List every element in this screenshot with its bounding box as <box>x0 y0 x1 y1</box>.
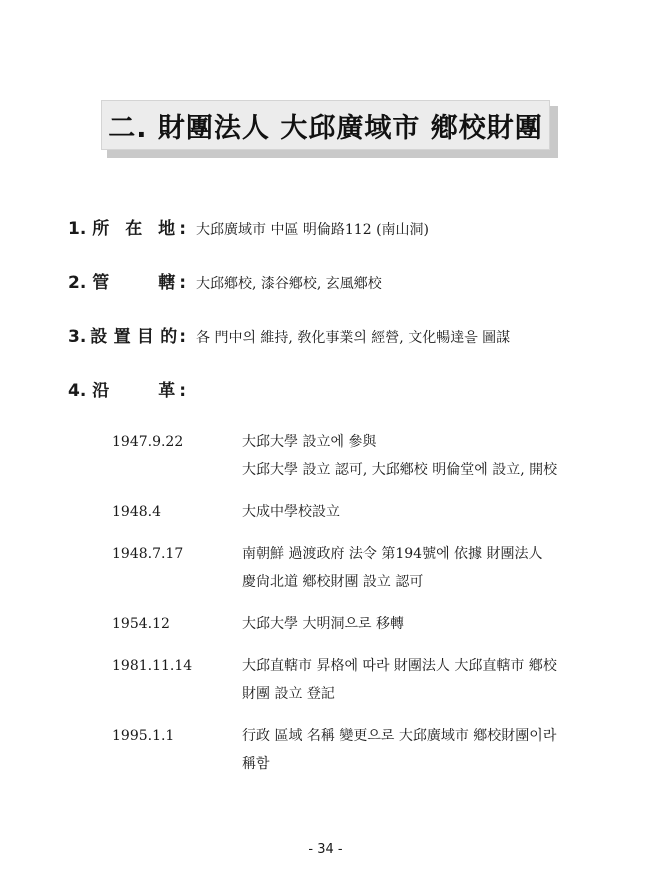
info-row-purpose <box>68 322 510 347</box>
label-char: 管 <box>92 273 110 293</box>
title-banner <box>101 100 552 152</box>
label-char: 革 <box>158 381 176 401</box>
info-label <box>68 268 186 293</box>
label-char: 在 <box>125 219 143 239</box>
history-line: 大邱大學 設立 認可, 大邱鄕校 明倫堂에 設立, 開校 <box>242 462 558 478</box>
history-description <box>242 610 404 638</box>
history-line: 大成中學校設立 <box>242 504 340 520</box>
info-row-history-heading <box>68 376 186 401</box>
info-label <box>68 214 186 239</box>
info-value: 大邱鄕校, 漆谷鄕校, 玄風鄕校 <box>196 276 382 292</box>
info-value: 大邱廣域市 中區 明倫路112 (南山洞) <box>196 222 429 238</box>
info-row-location <box>68 214 429 239</box>
history-line: 稱함 <box>242 756 270 772</box>
history-entry <box>112 610 592 638</box>
label-char: 所 <box>92 219 110 239</box>
history-description <box>242 540 543 596</box>
info-number: 3. <box>68 327 87 347</box>
info-number: 4. <box>68 381 87 401</box>
label-char: 地 <box>158 219 176 239</box>
info-number: 1. <box>68 219 87 239</box>
history-list <box>112 428 592 792</box>
history-entry <box>112 722 592 778</box>
info-row-jurisdiction <box>68 268 382 293</box>
history-date: 1947.9.22 <box>112 434 184 450</box>
label-char: 置 <box>113 327 131 347</box>
history-line: 南朝鮮 過渡政府 法令 第194號에 依據 財團法人 <box>242 546 543 562</box>
info-value: 各 門中의 維持, 敎化事業의 經營, 文化暢達을 圖謀 <box>196 330 511 346</box>
history-line: 大邱大學 大明洞으로 移轉 <box>242 616 404 632</box>
history-entry <box>112 428 592 484</box>
label-char: 轄 <box>158 273 176 293</box>
label-char: 的 <box>160 327 178 347</box>
info-colon: : <box>179 381 186 401</box>
page-number: - 34 - <box>308 842 343 857</box>
label-char: 設 <box>90 327 108 347</box>
page-title: 二. 財團法人 大邱廣域市 鄕校財團 <box>101 100 550 150</box>
history-date: 1948.7.17 <box>112 546 184 562</box>
history-entry <box>112 498 592 526</box>
history-date: 1995.1.1 <box>112 728 175 744</box>
history-date: 1954.12 <box>112 616 170 632</box>
history-date: 1981.11.14 <box>112 658 193 674</box>
label-char: 沿 <box>92 381 110 401</box>
history-description <box>242 652 557 708</box>
history-line: 大邱直轄市 昇格에 따라 財團法人 大邱直轄市 鄕校 <box>242 658 557 674</box>
history-date: 1948.4 <box>112 504 161 520</box>
history-description <box>242 722 556 778</box>
info-number: 2. <box>68 273 87 293</box>
history-line: 大邱大學 設立에 參與 <box>242 434 377 450</box>
history-entry <box>112 652 592 708</box>
info-colon: : <box>179 273 186 293</box>
history-line: 慶尙北道 鄕校財團 設立 認可 <box>242 574 424 590</box>
history-description <box>242 498 340 526</box>
history-entry <box>112 540 592 596</box>
info-label <box>68 376 186 401</box>
history-line: 行政 區域 名稱 變更으로 大邱廣域市 鄕校財團이라 <box>242 728 557 744</box>
info-label <box>68 322 186 347</box>
history-description <box>242 428 557 484</box>
info-colon: : <box>179 327 186 347</box>
info-colon: : <box>179 219 186 239</box>
history-line: 財團 設立 登記 <box>242 686 335 702</box>
label-char: 目 <box>136 327 154 347</box>
